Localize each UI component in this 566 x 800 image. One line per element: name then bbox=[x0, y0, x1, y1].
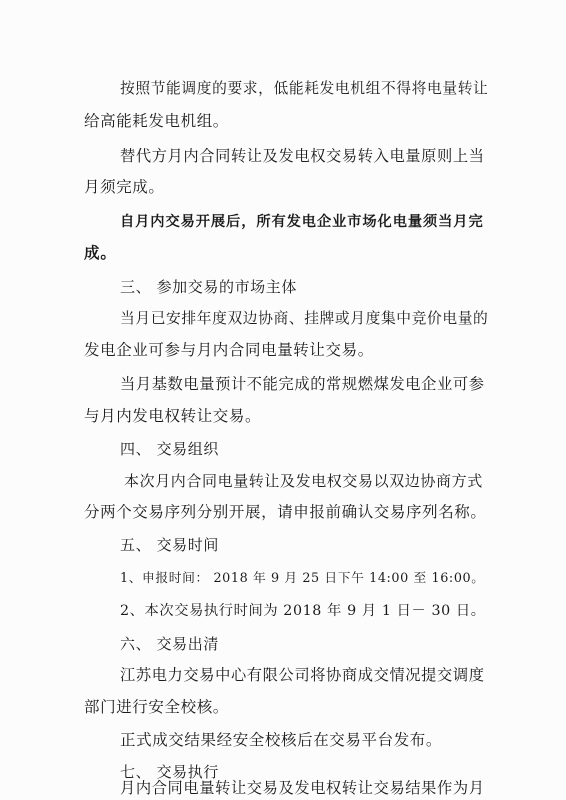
paragraph-line: 本次月内合同电量转让及发电权交易以双边协商方式 bbox=[124, 472, 483, 490]
paragraph-line: 正式成交结果经安全校核后在交易平台发布。 bbox=[120, 731, 443, 749]
paragraph-line: 与月内发电权转让交易。 bbox=[84, 407, 262, 425]
paragraph-line: 按照节能调度的要求，低能耗发电机组不得将电量转让 bbox=[120, 80, 489, 97]
paragraph-line: 当月基数电量预计不能完成的常规燃煤发电企业可参 bbox=[120, 375, 485, 393]
section-heading: 四、 交易组织 bbox=[120, 440, 219, 458]
paragraph-line: 替代方月内合同转让及发电权交易转入电量原则上当 bbox=[120, 147, 485, 165]
section-heading: 三、 参加交易的市场主体 bbox=[120, 278, 297, 296]
paragraph-line-bold: 自月内交易开展后，所有发电企业市场化电量须当月完 bbox=[120, 214, 484, 230]
paragraph-line-bold: 成。 bbox=[84, 243, 117, 262]
paragraph-line: 当月已安排年度双边协商、挂牌或月度集中竞价电量的 bbox=[120, 310, 489, 327]
section-heading: 七、 交易执行 bbox=[120, 763, 219, 781]
section-heading: 六、 交易出清 bbox=[120, 635, 219, 653]
paragraph-line: 2、本次交易执行时间为 2018 年 9 月 1 日－ 30 日。 bbox=[120, 603, 486, 619]
paragraph-line: 月须完成。 bbox=[84, 178, 165, 196]
section-heading: 五、 交易时间 bbox=[120, 536, 219, 554]
paragraph-line: 分两个交易序列分别开展，请申报前确认交易序列名称。 bbox=[84, 503, 487, 521]
paragraph-line: 部门进行安全校核。 bbox=[84, 698, 229, 716]
paragraph-line: 1、申报时间： 2018 年 9 月 25 日下午 14:00 至 16:00。 bbox=[120, 571, 485, 586]
paragraph-line: 给高能耗发电机组。 bbox=[84, 112, 229, 130]
paragraph-line: 发电企业可参与月内合同电量转让交易。 bbox=[84, 341, 374, 359]
paragraph-line: 月内合同电量转让交易及发电权转让交易结果作为月 bbox=[120, 779, 485, 797]
paragraph-line: 江苏电力交易中心有限公司将协商成交情况提交调度 bbox=[120, 666, 485, 684]
